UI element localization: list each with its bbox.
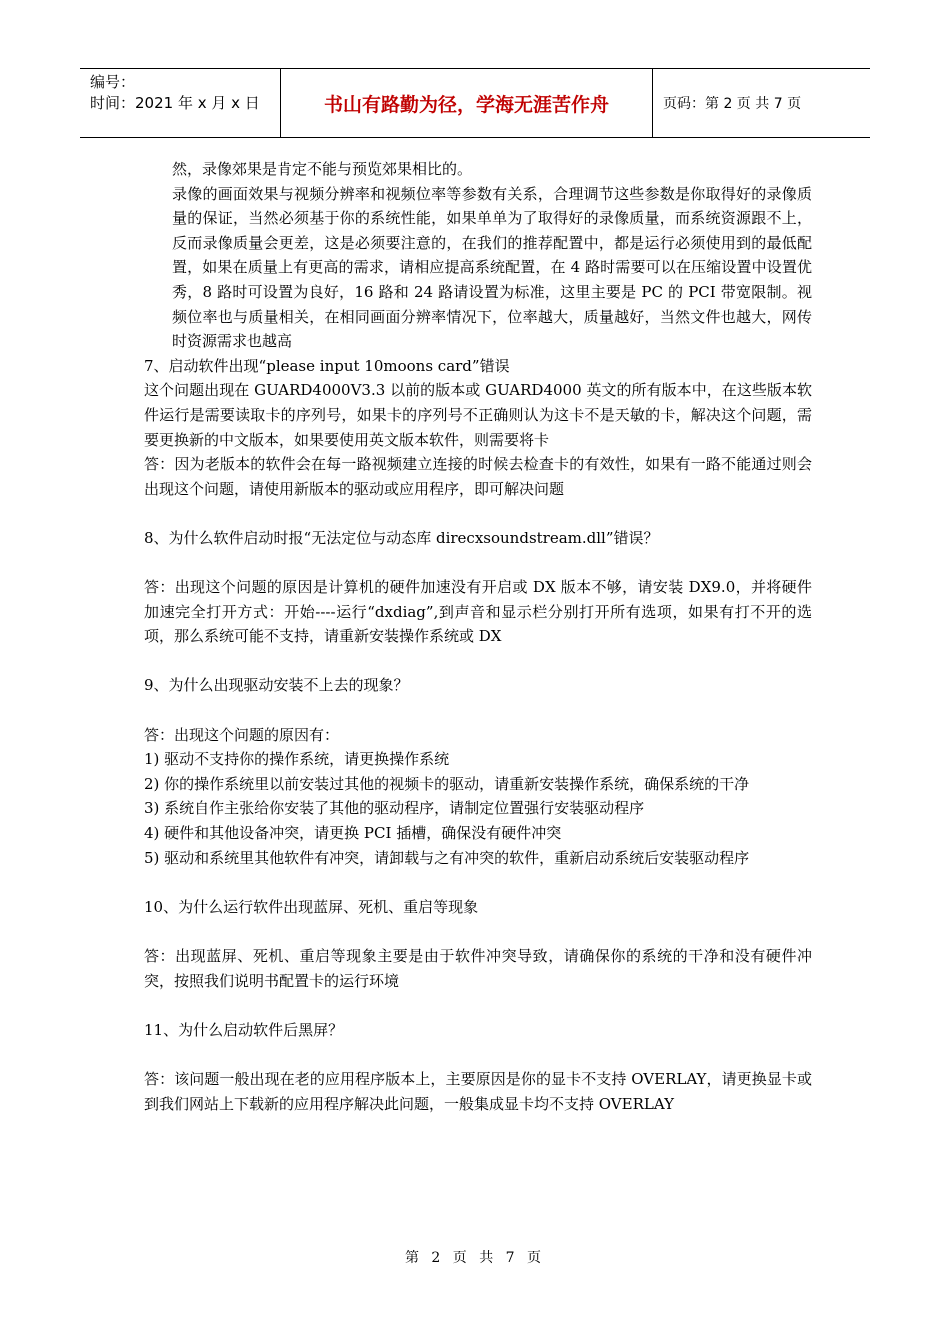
q9-item: 4) 硬件和其他设备冲突，请更换 PCI 插槽，确保没有硬件冲突	[144, 824, 562, 843]
page-header	[80, 68, 870, 138]
q10-answer: 答：出现蓝屏、死机、重启等现象主要是由于软件冲突导致，请确保你的系统的干净和没有硬件冲突，按照我们说明书配置卡的运行环境	[144, 947, 812, 990]
q7-title: 7、启动软件出现“please input 10moons card”错误	[144, 356, 510, 375]
q9-title: 9、为什么出现驱动安装不上去的现象？	[144, 676, 409, 695]
q8-title: 8、为什么软件启动时报“无法定位与动态库 direcxsoundstream.dll”错误？	[144, 528, 659, 547]
document-date: 时间：2021 年 x 月 x 日	[90, 94, 260, 112]
q9-answer-intro: 答：出现这个问题的原因有：	[144, 725, 340, 744]
q7-answer: 答：因为老版本的软件会在每一路视频建立连接的时候去检查卡的有效性，如果有一路不能通过则会出现这个问题，请使用新版本的驱动或应用程序，即可解决问题	[144, 455, 812, 498]
header-meta	[80, 69, 281, 137]
q9-item: 5) 驱动和系统里其他软件有冲突，请卸载与之有冲突的软件，重新启动系统后安装驱动程序	[144, 848, 750, 867]
document-body	[144, 157, 812, 1116]
q9-item: 1) 驱动不支持你的操作系统，请更换操作系统	[144, 750, 450, 769]
header-page-info: 页码：第 2 页 共 7 页	[663, 96, 802, 112]
q11-title: 11、为什么启动软件后黑屏？	[144, 1020, 344, 1039]
intro-paragraph: 录像的画面效果与视频分辨率和视频位率等参数有关系，合理调节这些参数是你取得好的录像质量的保证，当然必须基于你的系统性能，如果单单为了取得好的录像质量，而系统资源跟不上，反而录像质量会更差，这是必须要注意的，在我们的推荐配置中，都是运行必须使用到的最低配置，如果在质量上有更高的需求，请相应提高系统配置，在 4 路时需要可以在压缩设置中设置优秀，8 路时可设置为良好，16 路和 24 路请设置为标准，这里主要是 PC 的 PCI 带宽限制。视频位率也与质量相关，在相同画面分辨率情况下，位率越大，质量越好，当然文件也越大，网传时资源需求也越高	[172, 184, 812, 351]
q8-answer: 答：出现这个问题的原因是计算机的硬件加速没有开启或 DX 版本不够，请安装 DX9.0，并将硬件加速完全打开方式：开始----运行“dxdiag”,到声音和显示栏分别打开所有选项，如果有打不开的选项，那么系统可能不支持，请重新安装操作系统或 DX	[144, 578, 812, 646]
q9-item: 2) 你的操作系统里以前安装过其他的视频卡的驱动，请重新安装操作系统，确保系统的干净	[144, 774, 750, 793]
q7-text: 这个问题出现在 GUARD4000V3.3 以前的版本或 GUARD4000 英文的所有版本中，在这些版本软件运行是需要读取卡的序列号，如果卡的序列号不正确则认为这卡不是天敏的卡，解决这个问题，需要更换新的中文版本，如果要使用英文版本软件，则需要将卡	[144, 381, 812, 449]
q10-title: 10、为什么运行软件出现蓝屏、死机、重启等现象	[144, 897, 479, 916]
q9-item: 3) 系统自作主张给你安装了其他的驱动程序，请制定位置强行安装驱动程序	[144, 799, 645, 818]
header-motto: 书山有路勤为径，学海无涯苦作舟	[281, 69, 653, 137]
document-number-label: 编号：	[90, 73, 136, 91]
intro-line: 然，录像郊果是肯定不能与预览郊果相比的。	[172, 160, 473, 178]
page-footer: 第 2 页 共 7 页	[404, 1250, 546, 1266]
q11-answer: 答：该问题一般出现在老的应用程序版本上，主要原因是你的显卡不支持 OVERLAY，请更换显卡或到我们网站上下载新的应用程序解决此问题，一般集成显卡均不支持 OVERLAY	[144, 1069, 812, 1113]
